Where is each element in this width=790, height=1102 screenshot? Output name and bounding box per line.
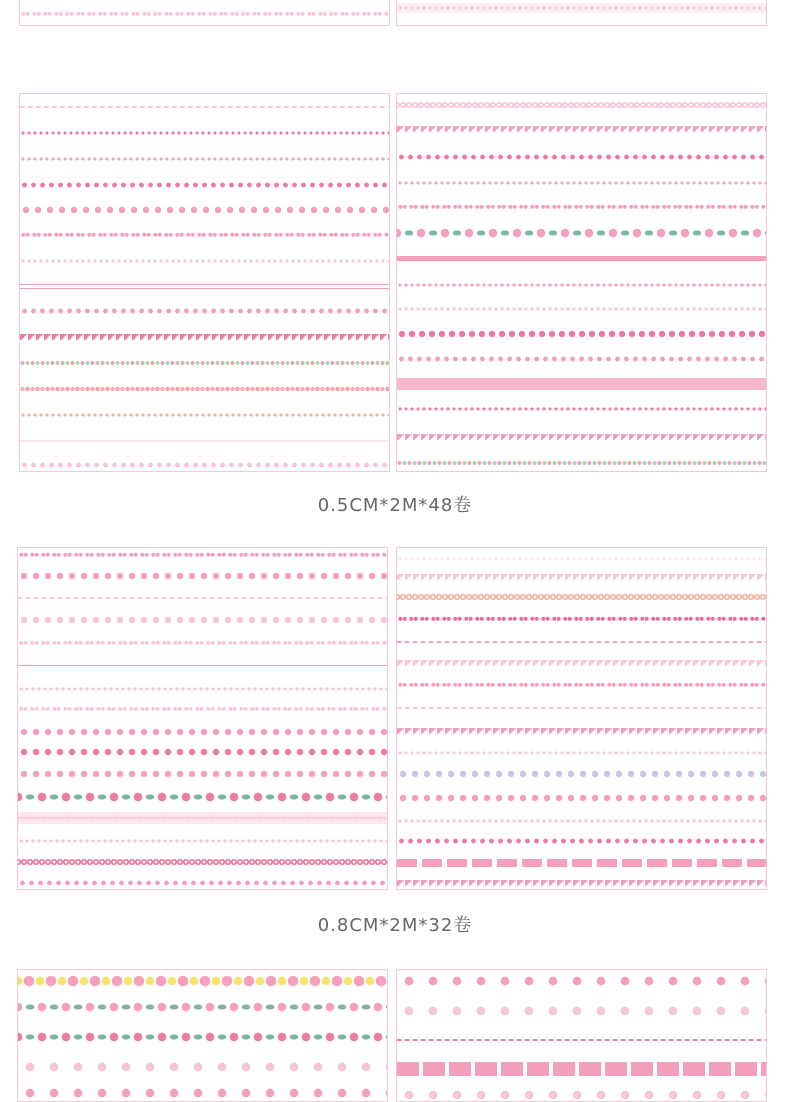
tape-strip <box>397 728 766 734</box>
tape-strip <box>397 154 766 160</box>
tape-strip <box>397 706 766 710</box>
tape-strip <box>20 206 389 214</box>
tape-strip <box>397 1038 766 1042</box>
tape-strip <box>20 182 389 188</box>
tape-strip <box>397 818 766 824</box>
tape-strip <box>397 356 766 362</box>
tape-strip <box>397 660 766 666</box>
tape-strip <box>18 770 387 778</box>
tape-strip <box>397 5 766 11</box>
tape-strip <box>397 574 766 580</box>
tape-strip <box>397 640 766 644</box>
tape-strip <box>20 11 389 18</box>
tape-strip <box>397 330 766 338</box>
tape-strip <box>20 412 389 418</box>
tape-strip <box>18 1030 387 1044</box>
tape-strip <box>397 594 766 600</box>
tape-strip <box>20 386 389 392</box>
tape-panel-set1-right <box>396 93 767 472</box>
set1-size-caption: 0.5CM*2M*48卷 <box>317 495 473 516</box>
tape-strip <box>397 556 766 562</box>
tape-strip <box>397 282 766 288</box>
tape-strip <box>18 1060 387 1074</box>
tape-strip <box>18 880 387 886</box>
tape-strip <box>397 770 766 778</box>
tape-strip <box>397 1004 766 1018</box>
tape-panel-set1-left <box>19 93 390 472</box>
tape-strip <box>397 180 766 186</box>
tape-panel-set3-left <box>17 969 388 1102</box>
tape-strip <box>18 596 387 599</box>
tape-strip <box>18 572 387 580</box>
tape-strip <box>20 130 389 136</box>
tape-strip <box>18 974 387 988</box>
tape-strip <box>18 748 387 756</box>
tape-strip <box>20 284 389 289</box>
tape-strip <box>20 156 389 162</box>
tape-strip <box>20 308 389 314</box>
tape-strip <box>20 106 389 108</box>
tape-strip <box>397 256 766 261</box>
tape-strip <box>397 794 766 802</box>
tape-strip <box>18 812 387 824</box>
tape-strip <box>397 859 766 867</box>
tape-strip <box>18 686 387 692</box>
tape-strip <box>20 440 389 442</box>
tape-strip <box>397 750 766 756</box>
tape-strip <box>397 880 766 886</box>
tape-panel-set2-left <box>17 547 388 890</box>
tape-strip <box>397 974 766 988</box>
tape-strip <box>397 434 766 440</box>
tape-strip <box>397 102 766 108</box>
tape-strip <box>20 258 389 264</box>
tape-strip <box>18 838 387 844</box>
tape-strip <box>18 1000 387 1014</box>
tape-strip <box>18 1086 387 1100</box>
tape-strip <box>397 460 766 466</box>
tape-strip <box>20 334 389 340</box>
tape-strip <box>20 232 389 239</box>
tape-strip <box>397 306 766 312</box>
tape-panel-top-right <box>396 0 767 26</box>
tape-panel-top-left <box>19 0 390 26</box>
tape-strip <box>18 859 387 865</box>
set2-size-caption: 0.8CM*2M*32卷 <box>317 915 473 936</box>
tape-strip <box>18 706 387 713</box>
tape-strip <box>397 1088 766 1102</box>
tape-strip <box>397 1062 766 1076</box>
tape-strip <box>397 126 766 132</box>
tape-strip <box>18 552 387 559</box>
tape-strip <box>397 204 766 211</box>
tape-strip <box>18 728 387 736</box>
tape-strip <box>18 616 387 624</box>
tape-strip <box>397 616 766 623</box>
tape-strip <box>397 838 766 844</box>
tape-strip <box>20 360 389 366</box>
tape-strip <box>18 665 387 666</box>
tape-panel-set3-right <box>396 969 767 1102</box>
tape-strip <box>397 378 766 390</box>
tape-strip <box>18 790 387 804</box>
tape-strip <box>397 406 766 412</box>
tape-strip <box>397 682 766 689</box>
tape-strip <box>18 640 387 647</box>
tape-strip <box>397 226 766 240</box>
tape-panel-set2-right <box>396 547 767 890</box>
tape-strip <box>20 462 389 468</box>
